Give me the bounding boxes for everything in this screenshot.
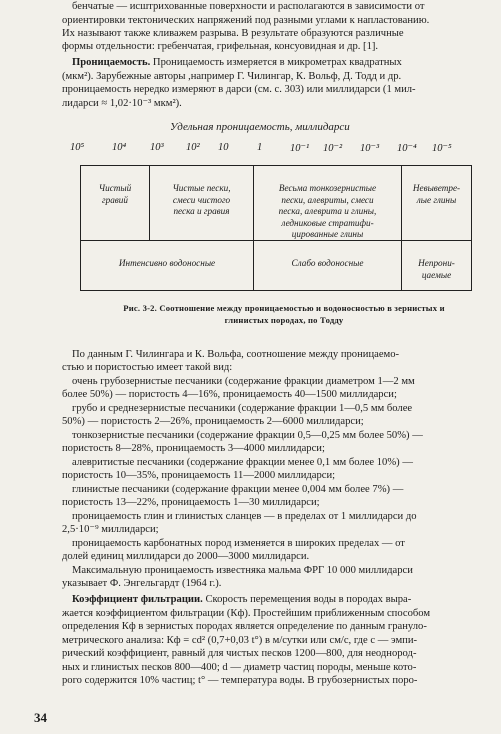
table-cell-unweathered-clays: [403, 183, 470, 206]
table-cell-intensive-aquifer: Интенсивно водоносные: [118, 258, 216, 268]
table-column-divider: [253, 165, 254, 290]
text-line: 50%) — пористость 2—26%, проницаемость 2—6000 миллидарси;: [62, 416, 364, 427]
text-line: рический коэффициент, равный для чистых песков 1200—800, для неоднород-: [62, 648, 417, 659]
text-line: ориентировки тектонических напряжений под разными углами к напластованию.: [62, 15, 430, 26]
scale-tick-label: 10⁻²: [323, 143, 343, 154]
scale-tick-label: 1: [257, 142, 263, 153]
text-line: очень грубозернистые песчаники (содержание фракции диаметром 1—2 мм: [72, 376, 415, 387]
scale-tick-label: 10⁻³: [360, 143, 380, 154]
text-line: лидарси ≈ 1,02·10⁻³ мкм²).: [62, 98, 182, 109]
text-line: долей единиц миллидарси до 2000—3000 миллидарси.: [62, 551, 310, 562]
paragraph-first-line: [72, 56, 494, 69]
scale-tick-label: 10⁵: [70, 142, 85, 153]
table-cell-clean-gravel: [82, 183, 148, 206]
cell-text: Чистый: [98, 183, 132, 193]
cell-text: песка, алеврита и глины,: [278, 206, 377, 216]
scale-tick-label: 10⁻¹: [290, 143, 310, 154]
cell-text: ледниковые стратифи-: [281, 217, 374, 228]
table-left-border: [80, 165, 81, 290]
cell-text: лые глины: [416, 194, 457, 205]
cell-text: цированные глины: [291, 229, 364, 239]
text-line: жается коэффициентом фильтрации (Кф). Простейшим приближенным способом: [62, 608, 431, 619]
text-line: проницаемость глин и глинистых сланцев — в пределах от 1 миллидарси до: [72, 511, 417, 522]
text-line: ных и глинистых песков 800—400; d — диаметр частиц породы, меньше кото-: [62, 662, 417, 673]
table-right-border: [471, 165, 472, 290]
text-line: формы отдельности: гребенчатая, грифельная, консуовидная и др. [1].: [62, 41, 379, 52]
text-line: алевритистые песчаники (содержание фракции менее 0,1 мм более 10%) —: [72, 457, 413, 468]
scale-tick-label: 10⁻⁵: [432, 143, 452, 154]
figure-caption-line: глинистых породах, по Тодду: [224, 315, 344, 325]
text-line: рого содержится 10% частиц; t° — температура воды. В грубозернистых поро-: [62, 675, 418, 686]
table-column-divider: [149, 165, 150, 240]
text-line: определения Кф в зернистых породах является определение по данным грануло-: [62, 621, 427, 632]
cell-text: цаемые: [421, 269, 452, 280]
text-run: Скорость перемещения воды в породах выра-: [202, 594, 412, 605]
text-line: пористость 10—35%, проницаемость 11—2000 миллидарси;: [62, 470, 336, 481]
cell-text: Невыветре-: [412, 183, 461, 193]
cell-text: смеси чистого: [172, 194, 231, 205]
text-line: стью и пористостью имеет такой вид:: [62, 362, 233, 373]
text-line: бенчатые — исштрихованные поверхности и располагаются в зависимости от: [72, 1, 425, 12]
text-line: тонкозернистые песчаники (содержание фракции 0,5—0,25 мм более 50%) —: [72, 430, 423, 441]
text-line: указывает Ф. Энгельгардт (1964 г.).: [62, 578, 222, 589]
section-heading-permeability: Проницаемость.: [72, 57, 151, 68]
figure-title: Удельная проницаемость, миллидарси: [170, 121, 350, 133]
scale-tick-label: 10⁴: [112, 142, 127, 153]
table-cell-clean-sands: [151, 183, 252, 218]
cell-text: Непрони-: [418, 258, 455, 268]
text-line: глинистые песчаники (содержание фракции менее 0,004 мм более 7%) —: [72, 484, 404, 495]
cell-text: песка и гравия: [173, 206, 230, 216]
table-top-border: [80, 165, 472, 166]
text-line: более 50%) — пористость 4—16%, проницаемость 40—1500 миллидарси;: [62, 389, 397, 400]
scale-tick-label: 10²: [186, 142, 200, 153]
text-line: Максимальную проницаемость известняка мальма ФРГ 10 000 миллидарси: [72, 565, 413, 576]
text-line: проницаемость карбонатных пород изменяется в широких пределах — от: [72, 538, 405, 549]
text-line: метрического анализа: Кф = cd² (0,7+0,03 t°) в м/сутки или см/с, где c — эмпи-: [62, 635, 418, 646]
scale-tick-label: 10⁻⁴: [397, 143, 417, 154]
scale-tick-label: 10: [218, 142, 229, 153]
text-line: По данным Г. Чилингара и К. Вольфа, соотношение между проницаемо-: [72, 349, 400, 360]
text-line: пористость 13—22%, проницаемость 1—30 миллидарси;: [62, 497, 320, 508]
figure-caption-line: Рис. 3-2. Соотношение между проницаемостью и водоносностью в зернистых и: [123, 303, 445, 313]
table-cell-impermeable: [403, 258, 470, 281]
text-run: Проницаемость измеряется в микрометрах квадратных: [150, 57, 402, 68]
scale-tick-label: 10³: [150, 142, 164, 153]
cell-text: Чистые пески,: [172, 183, 231, 193]
table-cell-weak-aquifer: Слабо водоносные: [291, 258, 364, 268]
text-line: 2,5·10⁻⁹ миллидарси;: [62, 524, 159, 535]
section-heading-filtration: Коэффициент фильтрации.: [72, 594, 203, 605]
cell-text: Весьма тонкозернистые: [278, 183, 377, 193]
text-line: Их называют также кливажем разрыва. В результате образуются различные: [62, 28, 404, 39]
table-column-divider: [401, 165, 402, 290]
page-number: 34: [34, 710, 47, 725]
table-cell-fine-sands: [255, 183, 400, 241]
table-bottom-border: [80, 290, 472, 291]
cell-text: гравий: [102, 194, 128, 205]
text-line: пористость 8—28%, проницаемость 3—4000 миллидарси;: [62, 443, 325, 454]
paragraph-first-line: [72, 593, 494, 606]
cell-text: пески, алевриты, смеси: [281, 194, 374, 205]
text-line: грубо и среднезернистые песчаники (содержание фракции 1—0,5 мм более: [72, 403, 413, 414]
text-line: (мкм²). Зарубежные авторы ,например Г. Чилингар, К. Вольф, Д. Тодд и др.: [62, 71, 402, 82]
text-line: проницаемость нередко измеряют в дарси (см. с. 303) или миллидарси (1 мил-: [62, 84, 416, 95]
